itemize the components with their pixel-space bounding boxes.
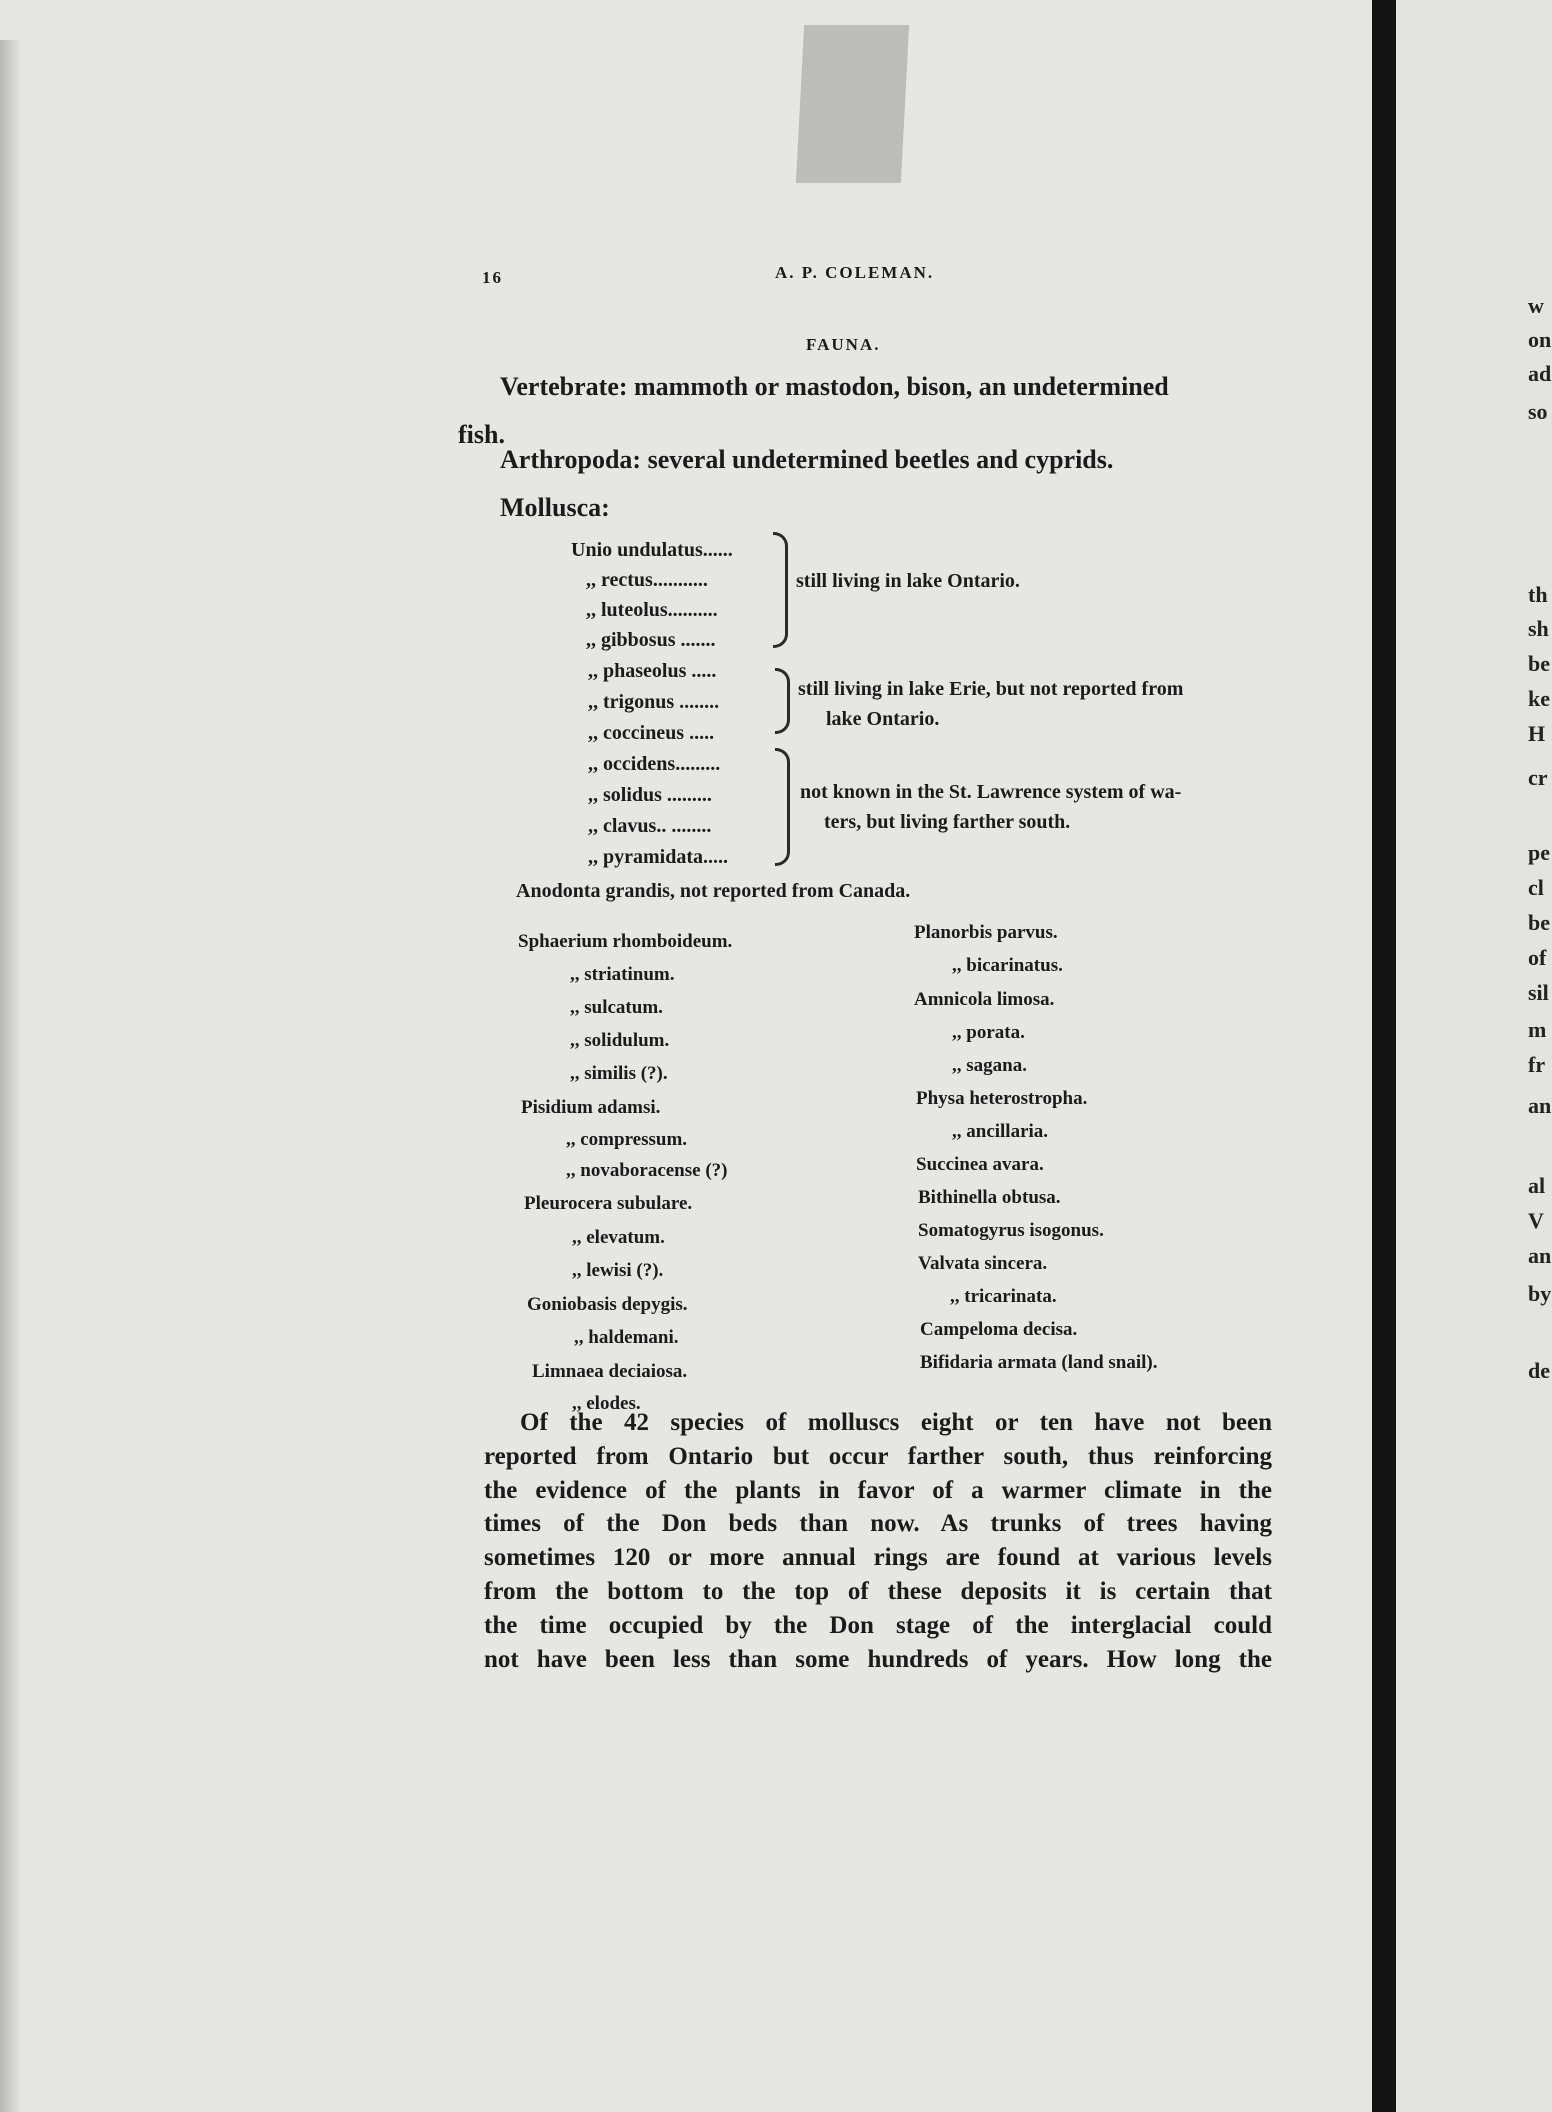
adjacent-fragment: of — [1528, 945, 1547, 970]
paragraph-line: the time occupied by the Don stage of the interglacial could — [484, 1611, 1272, 1639]
species-item: Bithinella obtusa. — [918, 1187, 1061, 1208]
paragraph-line: times of the Don beds than now. As trunks of trees having — [484, 1510, 1272, 1538]
unio-item: ,, clavus.. ........ — [588, 815, 712, 837]
species-item: Limnaea deciaiosa. — [532, 1361, 688, 1382]
tape-mark — [796, 25, 909, 183]
species-item: ,, similis (?). — [570, 1063, 668, 1084]
adjacent-fragment: sh — [1528, 616, 1549, 641]
species-item: Valvata sincera. — [918, 1253, 1048, 1274]
species-item: ,, compressum. — [566, 1129, 688, 1150]
mollusca-heading: Mollusca: — [500, 493, 610, 522]
species-item: ,, sagana. — [952, 1055, 1027, 1076]
paragraph-line: the evidence of the plants in favor of a warmer climate in the — [484, 1476, 1272, 1504]
unio-note-south-2: ters, but living farther south. — [824, 811, 1071, 833]
adjacent-fragment: so — [1528, 399, 1548, 424]
unio-item: ,, trigonus ........ — [588, 691, 720, 713]
adjacent-fragment: on — [1528, 327, 1552, 352]
species-item: Amnicola limosa. — [914, 989, 1055, 1010]
unio-note-south-1: not known in the St. Lawrence system of wa- — [800, 781, 1182, 803]
adjacent-fragment: V — [1528, 1208, 1544, 1233]
species-item: ,, striatinum. — [570, 964, 675, 985]
arthropoda-line: Arthropoda: several undetermined beetles and cyprids. — [500, 445, 1114, 474]
adjacent-fragment: ke — [1528, 686, 1550, 711]
adjacent-fragment: an — [1528, 1243, 1552, 1268]
unio-item: ,, rectus........... — [586, 569, 708, 591]
paragraph-line: reported from Ontario but occur farther south, thus reinforcing — [484, 1442, 1272, 1470]
species-item: Campeloma decisa. — [920, 1319, 1078, 1340]
unio-item: ,, phaseolus ..... — [588, 660, 717, 682]
species-item: ,, novaboracense (?) — [566, 1160, 728, 1181]
species-item: ,, bicarinatus. — [952, 955, 1063, 976]
species-item: Physa heterostropha. — [916, 1088, 1088, 1109]
species-item: ,, sulcatum. — [570, 997, 663, 1018]
adjacent-fragment: be — [1528, 651, 1550, 676]
species-item: Somatogyrus isogonus. — [918, 1220, 1104, 1241]
paragraph-line: Of the 42 species of molluscs eight or ten have not been — [520, 1409, 1272, 1436]
adjacent-fragment: H — [1528, 721, 1546, 746]
species-item: ,, haldemani. — [574, 1327, 679, 1348]
vertebrate-line-1: Vertebrate: mammoth or mastodon, bison, an undetermined — [500, 372, 1169, 401]
species-item: ,, ancillaria. — [952, 1121, 1049, 1142]
species-item: Planorbis parvus. — [914, 922, 1058, 943]
adjacent-fragment: w — [1528, 293, 1544, 318]
unio-note-erie-2: lake Ontario. — [826, 708, 940, 730]
book-gutter — [1372, 0, 1396, 2112]
brace-1 — [773, 532, 788, 648]
unio-item: ,, luteolus.......... — [586, 599, 718, 621]
paragraph-line: sometimes 120 or more annual rings are found at various levels — [484, 1544, 1272, 1572]
adjacent-fragment: pe — [1528, 840, 1550, 865]
brace-2 — [775, 668, 790, 734]
unio-item: ,, occidens......... — [588, 753, 721, 775]
species-item: Goniobasis depygis. — [527, 1294, 688, 1315]
unio-note-ontario: still living in lake Ontario. — [796, 570, 1020, 592]
species-item: ,, solidulum. — [570, 1030, 670, 1051]
species-item: Succinea avara. — [916, 1154, 1044, 1175]
body-paragraph — [484, 1406, 1272, 1676]
unio-item: ,, gibbosus ....... — [586, 629, 716, 651]
unio-item: ,, solidus ......... — [588, 784, 712, 806]
species-item: ,, lewisi (?). — [572, 1260, 664, 1281]
species-item: Sphaerium rhomboideum. — [518, 931, 733, 952]
section-title: FAUNA. — [806, 335, 881, 354]
vertebrate-line-2: fish. — [458, 420, 505, 449]
species-item: Pleurocera subulare. — [524, 1193, 693, 1214]
species-item: ,, porata. — [952, 1022, 1025, 1043]
paragraph-line: not have been less than some hundreds of years. How long the — [484, 1645, 1272, 1673]
unio-item: ,, coccineus ..... — [588, 722, 715, 744]
adjacent-fragment: cl — [1528, 875, 1544, 900]
brace-3 — [775, 748, 790, 866]
species-item: ,, elevatum. — [572, 1227, 665, 1248]
anodonta-line: Anodonta grandis, not reported from Canada. — [516, 880, 911, 902]
adjacent-fragment: by — [1528, 1281, 1552, 1306]
species-item: Pisidium adamsi. — [521, 1097, 661, 1118]
adjacent-fragment: be — [1528, 910, 1550, 935]
paragraph-line: from the bottom to the top of these deposits it is certain that — [484, 1577, 1272, 1605]
adjacent-fragment: ad — [1528, 361, 1552, 386]
page-number: 16 — [482, 268, 503, 287]
unio-item: Unio undulatus...... — [571, 539, 733, 561]
page-binding-edge — [0, 40, 22, 2112]
adjacent-fragment: fr — [1528, 1052, 1546, 1077]
adjacent-fragment: th — [1528, 582, 1548, 607]
adjacent-fragment: al — [1528, 1173, 1546, 1198]
unio-note-erie-1: still living in lake Erie, but not reported from — [798, 678, 1184, 700]
adjacent-fragment: de — [1528, 1358, 1550, 1383]
species-item: ,, elodes. — [572, 1393, 641, 1414]
species-item: ,, tricarinata. — [950, 1286, 1057, 1307]
adjacent-fragment: an — [1528, 1093, 1552, 1118]
adjacent-fragment: m — [1528, 1017, 1547, 1042]
running-header: A. P. COLEMAN. — [775, 263, 935, 282]
adjacent-fragment: cr — [1528, 765, 1548, 790]
species-item: Bifidaria armata (land snail). — [920, 1352, 1158, 1373]
unio-item: ,, pyramidata..... — [588, 846, 728, 868]
adjacent-fragment: sil — [1528, 980, 1549, 1005]
